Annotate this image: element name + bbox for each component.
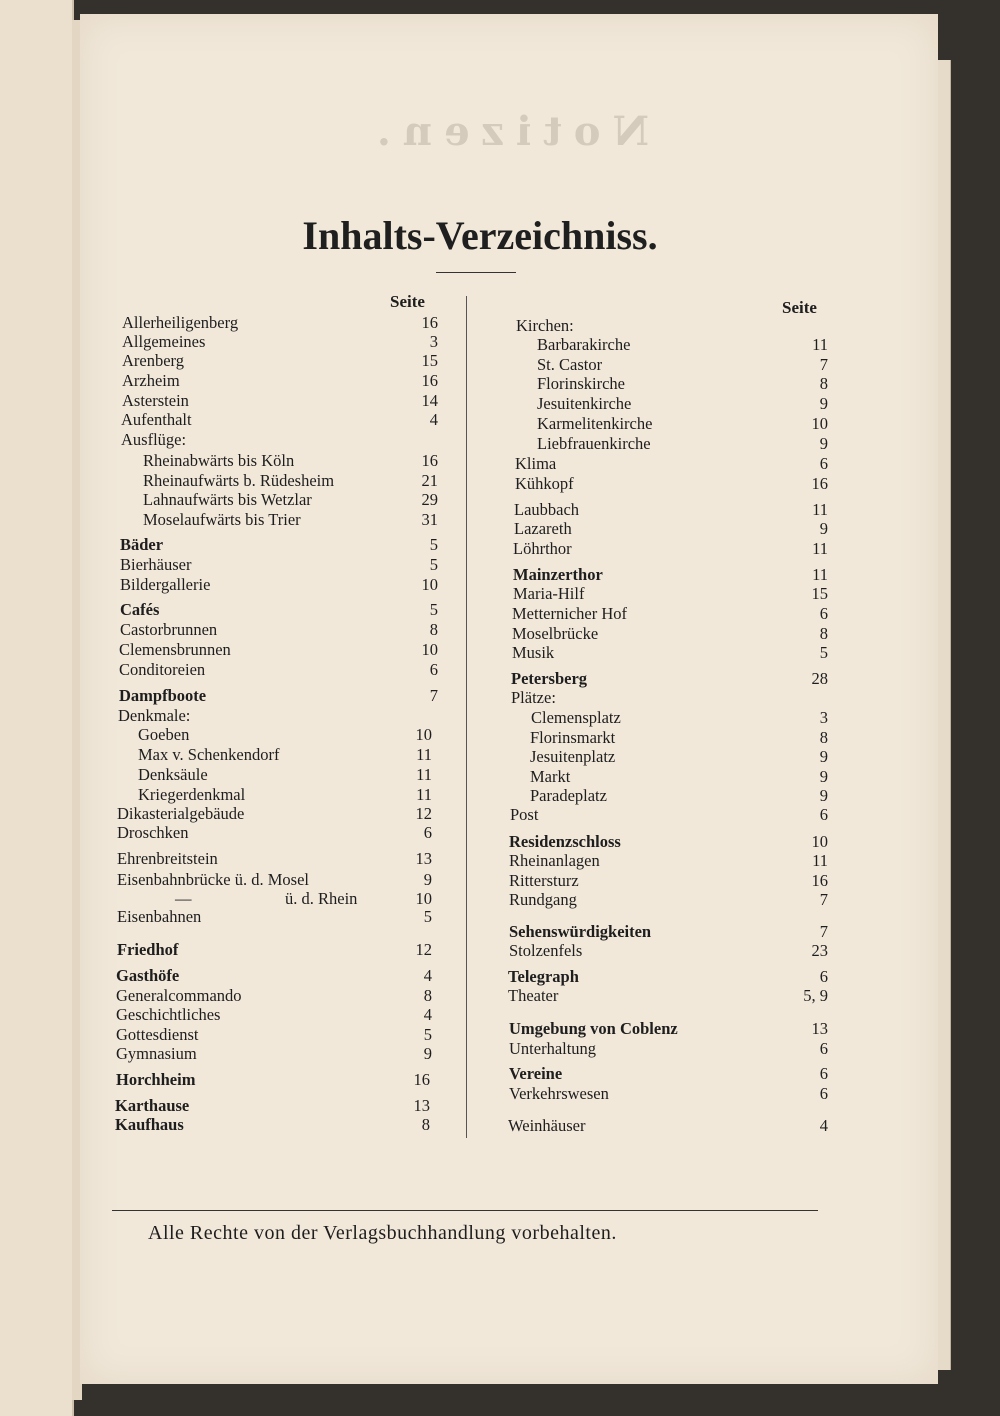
entry-page: 7 (819, 355, 828, 374)
entry-page: 4 (423, 966, 432, 985)
title-rule (436, 272, 516, 273)
entry-page: 7 (819, 922, 828, 941)
entry-label: Rundgang (509, 890, 577, 909)
entry-page: 12 (415, 940, 432, 959)
entry-label: Sehenswürdigkeiten (509, 922, 652, 941)
entry-page: 4 (423, 1005, 432, 1024)
entry-page: 9 (423, 1044, 432, 1063)
entry-label: Arzheim (122, 371, 180, 390)
entry-label: Denkmale: (118, 706, 191, 725)
entry-label: Telegraph (508, 967, 579, 986)
entry-page: 12 (415, 804, 432, 823)
entry-page: 15 (811, 584, 828, 603)
entry-label: Gasthöfe (116, 966, 180, 985)
entry-label: Plätze: (511, 688, 556, 707)
entry-page: 23 (811, 941, 828, 960)
entry-label: Goeben (138, 725, 190, 744)
entry-page: 6 (819, 1084, 828, 1103)
entry-label: Clemensplatz (531, 708, 621, 727)
entry-page: 5 (429, 555, 438, 574)
entry-page: 6 (819, 604, 828, 623)
entry-label: Karmelitenkirche (537, 414, 653, 433)
entry-label: Dikasterialgebäude (117, 804, 245, 823)
entry-label: Lazareth (514, 519, 572, 538)
entry-label: Laubbach (514, 500, 580, 519)
entry-label: Residenzschloss (509, 832, 621, 851)
entry-label: Löhrthor (513, 539, 572, 558)
entry-page: 3 (819, 708, 828, 727)
entry-label: Umgebung von Coblenz (509, 1019, 678, 1038)
entry-page: 16 (811, 474, 828, 493)
entry-label: Horchheim (116, 1070, 196, 1089)
right-column-heading: Seite (782, 298, 817, 317)
entry-page: 16 (811, 871, 828, 890)
left-column-heading: Seite (390, 292, 425, 311)
entry-label: Weinhäuser (508, 1116, 586, 1135)
entry-page: 8 (423, 986, 432, 1005)
entry-page: 8 (429, 620, 438, 639)
entry-label: Barbarakirche (537, 335, 631, 354)
entry-page: 4 (429, 410, 438, 429)
footer-rule (112, 1210, 818, 1211)
entry-label: Denksäule (138, 765, 208, 784)
entry-page: 16 (413, 1070, 430, 1089)
entry-page: 9 (819, 434, 828, 453)
entry-label: Metternicher Hof (512, 604, 627, 623)
entry-page: 16 (421, 451, 438, 470)
entry-page: 9 (423, 870, 432, 889)
entry-page: 8 (819, 624, 828, 643)
entry-page: 9 (819, 747, 828, 766)
entry-label: Rheinabwärts bis Köln (143, 451, 295, 470)
entry-label: Dampfboote (119, 686, 207, 705)
bleed-through-text: Notizen. (365, 108, 650, 155)
entry-label: Rittersturz (509, 871, 579, 890)
entry-label: Markt (530, 767, 571, 786)
entry-label: Unterhaltung (509, 1039, 597, 1058)
entry-label: Gottesdienst (116, 1025, 199, 1044)
entry-label: Bildergallerie (120, 575, 211, 594)
entry-label: Florinskirche (537, 374, 625, 393)
entry-page: 11 (812, 335, 828, 354)
entry-label: Ausflüge: (121, 430, 187, 449)
entry-label: Generalcommando (116, 986, 242, 1005)
entry-label: Musik (512, 643, 555, 662)
entry-label: Klima (515, 454, 557, 473)
entry-page: 14 (421, 391, 438, 410)
entry-label: Liebfrauenkirche (537, 434, 651, 453)
entry-label: Moselaufwärts bis Trier (143, 510, 301, 529)
entry-page: 16 (421, 371, 438, 390)
entry-label: Jesuitenkirche (537, 394, 632, 413)
entry-page: 5 (429, 600, 438, 619)
entry-label: Karthause (115, 1096, 190, 1115)
entry-page: 5 (429, 535, 438, 554)
entry-page: 5, 9 (803, 986, 828, 1005)
entry-label: Post (510, 805, 539, 824)
entry-page: 16 (421, 313, 438, 332)
entry-page: 3 (429, 332, 438, 351)
entry-label: Conditoreien (119, 660, 206, 679)
entry-page: 13 (413, 1096, 430, 1115)
entry-page: 8 (819, 374, 828, 393)
entry-label: Castorbrunnen (120, 620, 218, 639)
entry-label: Moselbrücke (512, 624, 599, 643)
entry-label: ü. d. Rhein (285, 889, 358, 908)
entry-page: 6 (819, 967, 828, 986)
entry-page: 28 (811, 669, 828, 688)
entry-label: Allgemeines (122, 332, 206, 351)
entry-label: Ehrenbreitstein (117, 849, 218, 868)
entry-page: 11 (812, 500, 828, 519)
entry-label: Rheinaufwärts b. Rüdesheim (143, 471, 335, 490)
entry-page: 10 (811, 414, 828, 433)
entry-label: Verkehrswesen (509, 1084, 609, 1103)
entry-label: Rheinanlagen (509, 851, 600, 870)
entry-page: 5 (423, 907, 432, 926)
entry-page: 11 (416, 745, 432, 764)
entry-page: 21 (421, 471, 438, 490)
entry-page: 11 (812, 539, 828, 558)
entry-label: Bäder (120, 535, 164, 554)
entry-page: 11 (812, 851, 828, 870)
entry-page: 13 (811, 1019, 828, 1038)
entry-label: Stolzenfels (509, 941, 583, 960)
entry-page: 5 (819, 643, 828, 662)
entry-label: Droschken (117, 823, 189, 842)
entry-label: Vereine (509, 1064, 563, 1083)
entry-dash: — (175, 889, 192, 908)
entry-page: 31 (421, 510, 438, 529)
entry-label: Petersberg (511, 669, 588, 688)
entry-page: 11 (812, 565, 828, 584)
entry-page: 10 (811, 832, 828, 851)
entry-page: 8 (421, 1115, 430, 1134)
entry-label: Kühkopf (515, 474, 574, 493)
entry-page: 5 (423, 1025, 432, 1044)
entry-page: 9 (819, 519, 828, 538)
entry-page: 4 (819, 1116, 828, 1135)
entry-label: Friedhof (117, 940, 179, 959)
entry-label: Eisenbahnbrücke ü. d. Mosel (117, 870, 309, 889)
entry-page: 11 (416, 785, 432, 804)
entry-page: 8 (819, 728, 828, 747)
entry-label: Lahnaufwärts bis Wetzlar (143, 490, 312, 509)
entry-label: Allerheiligenberg (122, 313, 239, 332)
entry-label: Gymnasium (116, 1044, 197, 1063)
entry-page: 10 (421, 575, 438, 594)
entry-page: 6 (429, 660, 438, 679)
entry-page: 6 (819, 454, 828, 473)
entry-label: Max v. Schenkendorf (138, 745, 280, 764)
entry-label: Clemensbrunnen (119, 640, 231, 659)
entry-label: Maria-Hilf (513, 584, 585, 603)
entry-label: Mainzerthor (513, 565, 603, 584)
entry-page: 10 (415, 889, 432, 908)
entry-page: 7 (429, 686, 438, 705)
entry-label: Eisenbahnen (117, 907, 202, 926)
entry-label: Paradeplatz (530, 786, 607, 805)
entry-label: Theater (508, 986, 559, 1005)
entry-label: Jesuitenplatz (530, 747, 616, 766)
entry-page: 6 (819, 805, 828, 824)
entry-page: 11 (416, 765, 432, 784)
entry-label: Asterstein (122, 391, 189, 410)
entry-label: Cafés (120, 600, 160, 619)
entry-page: 7 (819, 890, 828, 909)
entry-label: Kriegerdenkmal (138, 785, 246, 804)
entry-page: 9 (819, 394, 828, 413)
entry-label: Kaufhaus (115, 1115, 184, 1134)
entry-page: 6 (423, 823, 432, 842)
entry-page: 6 (819, 1039, 828, 1058)
entry-page: 13 (415, 849, 432, 868)
entry-page: 29 (421, 490, 438, 509)
entry-label: Florinsmarkt (530, 728, 616, 747)
entry-page: 9 (819, 767, 828, 786)
entry-label: Kirchen: (516, 316, 574, 335)
entry-label: Bierhäuser (120, 555, 192, 574)
entry-page: 10 (415, 725, 432, 744)
entry-label: Arenberg (122, 351, 185, 370)
page-title: Inhalts-Verzeichniss. (302, 213, 658, 258)
entry-page: 10 (421, 640, 438, 659)
entry-page: 6 (819, 1064, 828, 1083)
entry-label: Aufenthalt (121, 410, 192, 429)
entry-label: Geschichtliches (116, 1005, 221, 1024)
entry-label: St. Castor (537, 355, 603, 374)
entry-page: 9 (819, 786, 828, 805)
column-divider (466, 296, 467, 1138)
footer-rights: Alle Rechte von der Verlagsbuchhandlung vorbehalten. (148, 1222, 617, 1244)
entry-page: 15 (421, 351, 438, 370)
